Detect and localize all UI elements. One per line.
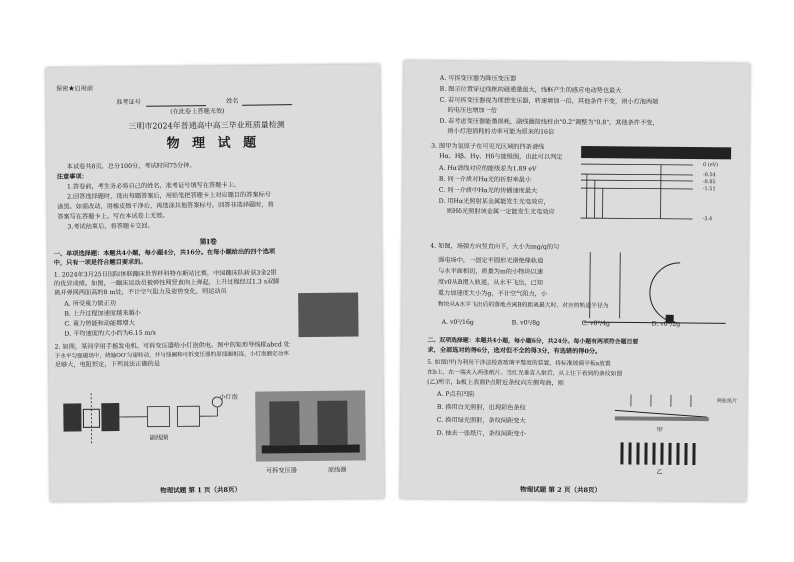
q1-option-a: A. 所受重力做正功 (64, 300, 116, 308)
energy-level-label: -0.54 (702, 172, 716, 179)
q2-option-d-cont: 则小灯泡消耗的功率可能为原来的16倍 (447, 127, 555, 136)
paper-strips-label: 两张纸片 (716, 398, 737, 405)
q5-option-c: C. 换用绿光照射，条纹间距变大 (436, 416, 526, 425)
q2-option-d: D. 若考虑变压器能量损耗，副线圈接线柱由"0.2"调整为"0.8"，其他条件不变， (439, 117, 659, 127)
note-line: 2.回答选择题时，选出每题答案后，用铅笔把答题卡上对应题目的答案标号 (67, 191, 272, 201)
q3-stem: 3. 图甲为氢原子在可见光区域的四条谱线 (431, 142, 545, 151)
primary-coil-label: 原线圈 (327, 466, 347, 474)
secondary-coil-label: 副线圈 (149, 434, 169, 442)
energy-level-label: -0.85 (702, 179, 716, 186)
q3-option-d-cont: 则Hδ光照射该金属一定能发生光电效应 (446, 207, 555, 216)
section-two-instructions: 二、双项选择题：本题共4小题，每小题6分，共24分。每小题有两项符合题目要 (427, 336, 639, 346)
q5-stem: 5. 如图(甲)为利用干涉法检查玻璃平整度的装置，将标准玻璃平板a放置 (427, 359, 611, 368)
bulb-label: 小灯泡 (219, 393, 238, 401)
note-line: 1.答卷前，考生务必将自己的姓名、准考证号填写在答题卡上。 (66, 181, 240, 191)
energy-level-label: -1.51 (702, 186, 716, 193)
q1-option-c: C. 重力势能和动能都增大 (64, 319, 135, 328)
semicircle-track-diagram (580, 248, 731, 329)
q4-stem: 与水平面相切，质量为m的小物块以速 (438, 267, 543, 276)
q3-option-a: A. Hα谱线对应的能级差为1.89 eV (438, 164, 537, 173)
q4-option-b: B. v0²/8g (511, 319, 541, 327)
page-footer: 物理试题 第 2 页（共8页） (520, 485, 602, 495)
q3-stem: Hα、Hβ、Hγ、Hδ与能级图，由此可以判定 (439, 152, 563, 161)
transformer-label: 可拆变压器 (265, 467, 297, 475)
energy-level-label: 0 (eV) (702, 162, 719, 169)
part-one-heading: 第Ⅰ卷 (199, 236, 217, 247)
energy-level-label: -3.4 (702, 216, 713, 223)
exam-number-label: 准考证号 (116, 98, 141, 107)
q4-stem: 度v0从B滑入轨道，从水平飞出，已知 (437, 278, 543, 287)
energy-level-diagram (580, 162, 701, 225)
q2-stem: 2. 如图，某同学用手摇发电机、可拆变压器给小灯泡供电。图中的矩形导线框abcd 处 (54, 341, 290, 351)
q5-option-b: B. 换用白光照射，出现彩色条纹 (436, 403, 526, 412)
figure-yi-label: 乙 (656, 468, 663, 476)
q1-option-d: D. 平均速度的大小约为6.15 m/s (64, 329, 156, 338)
trampoline-photo (298, 293, 358, 338)
section-one-instructions: 一、单项选择题：本题共4小题，每小题4分，共16分。在每小题给出的四个选项 (53, 248, 276, 258)
name-label: 姓名 (226, 97, 239, 105)
q2-stem: 于水平匀强磁场中，绕轴OO′匀速转动，并与线圈和可拆变压器的原线圈相连，小灯泡额定功率 (54, 351, 289, 360)
q5-stem: 在b上，在一端夹入两张纸片。当红光垂直入射后，从上往下看到的条纹如图 (427, 369, 623, 378)
q4-option-c: C. v0²/4g (581, 320, 611, 328)
q4-stem: 物块从A水平飞出后的落地点离B的距离最大时，对应的轨道半径为 (437, 301, 609, 310)
q2-option-c: C. 若可拆变压器视为理想变压器，转速增加一倍，其他条件不变，则小灯泡两端 (439, 96, 659, 106)
q1-stem: 1. 2024年3月25日国际体联蹦床世界杯科特布斯站比赛，中国蹦床队斩获3金2银 (53, 269, 277, 279)
q2-option-b: B. 图示位置穿过线框的磁通量最大，线框产生的感应电动势也最大 (439, 85, 622, 95)
note-line: 涂黑。如需改动，用橡皮擦干净后，再选涂其他答案标号。回答非选择题时，将 (57, 201, 274, 211)
q5-stem: (乙)所示，b板上表面P点附近条纹向左侧弯曲，则 (427, 378, 564, 387)
note-line: 3.考试结束后，将答题卡交回。 (67, 222, 154, 231)
q4-stem: 4. 如图，场强方向竖直向下，大小为mg/q的匀 (430, 242, 560, 251)
exam-title: 三明市2024年普通高中高三毕业班质量检测 (128, 120, 285, 131)
figure-jia-label: 甲 (656, 426, 663, 434)
q5-option-a: A. P点有凹陷 (436, 390, 475, 399)
q4-stem: 重力加速度大小为g，不计空气阻力，小 (437, 289, 548, 298)
notes-heading: 注意事项： (56, 173, 88, 181)
q2-option-c-cont: 的电压也增加一倍 (447, 106, 498, 115)
secret-mark: 保密★启用前 (55, 85, 94, 93)
subject-title: 物 理 试 题 (166, 135, 261, 152)
q5-option-d: D. 抽去一张纸片，条纹间距变小 (436, 429, 526, 438)
exam-page-2 (400, 60, 750, 501)
section-two-instructions: 求，全部选对的得6分，选对但不全的得3分，有选错的得0分。 (427, 346, 602, 356)
no-answer-note: (在此卷上答题无效) (170, 107, 225, 116)
exam-number-line (146, 105, 206, 106)
q4-option-d: D. v0²/2g (651, 320, 681, 328)
section-one-instructions: 中，只有一项是符合题目要求的。 (53, 258, 147, 267)
exam-page-1 (46, 64, 385, 501)
name-line (242, 104, 292, 105)
q1-stem: 的优异成绩。如图，一蹦床运动员被弹性网竖直向上弹起，上升过程经过1.3 s双脚 (53, 278, 280, 288)
spectrum-strip (581, 146, 731, 159)
page-footer: 物理试题 第 1 页（共8页） (160, 485, 242, 495)
q2-option-a: A. 可拆变压器为降压变压器 (439, 74, 517, 83)
q3-option-c: C. 同一介质中Hα光的传播速度最大 (438, 186, 538, 195)
q3-option-b: B. 同一介质对Hα光的折射率最小 (438, 175, 532, 184)
q1-option-b: B. 上升过程加速度越来越小 (64, 309, 141, 318)
q1-stem: 离开弹网两面高的8 m处，不计空气阻力及姿势变化，则运动员 (54, 287, 227, 297)
q2-stem: 足够大，电阻恒定，下列说法正确的是 (54, 360, 161, 369)
q4-option-a: A. v0²/16g (441, 318, 474, 327)
interference-diagram (610, 392, 731, 473)
note-line: 答案写在答题卡上。写在本试卷上无效。 (57, 212, 169, 221)
q4-stem: 强电场中，一固定半圆形光滑绝缘轨道 (438, 256, 544, 265)
intro-text: 本试卷共8页，总分100分，考试时间75分钟。 (66, 162, 196, 171)
q3-option-d: D. 用Hα光照射某金属能发生光电效应， (438, 197, 550, 206)
